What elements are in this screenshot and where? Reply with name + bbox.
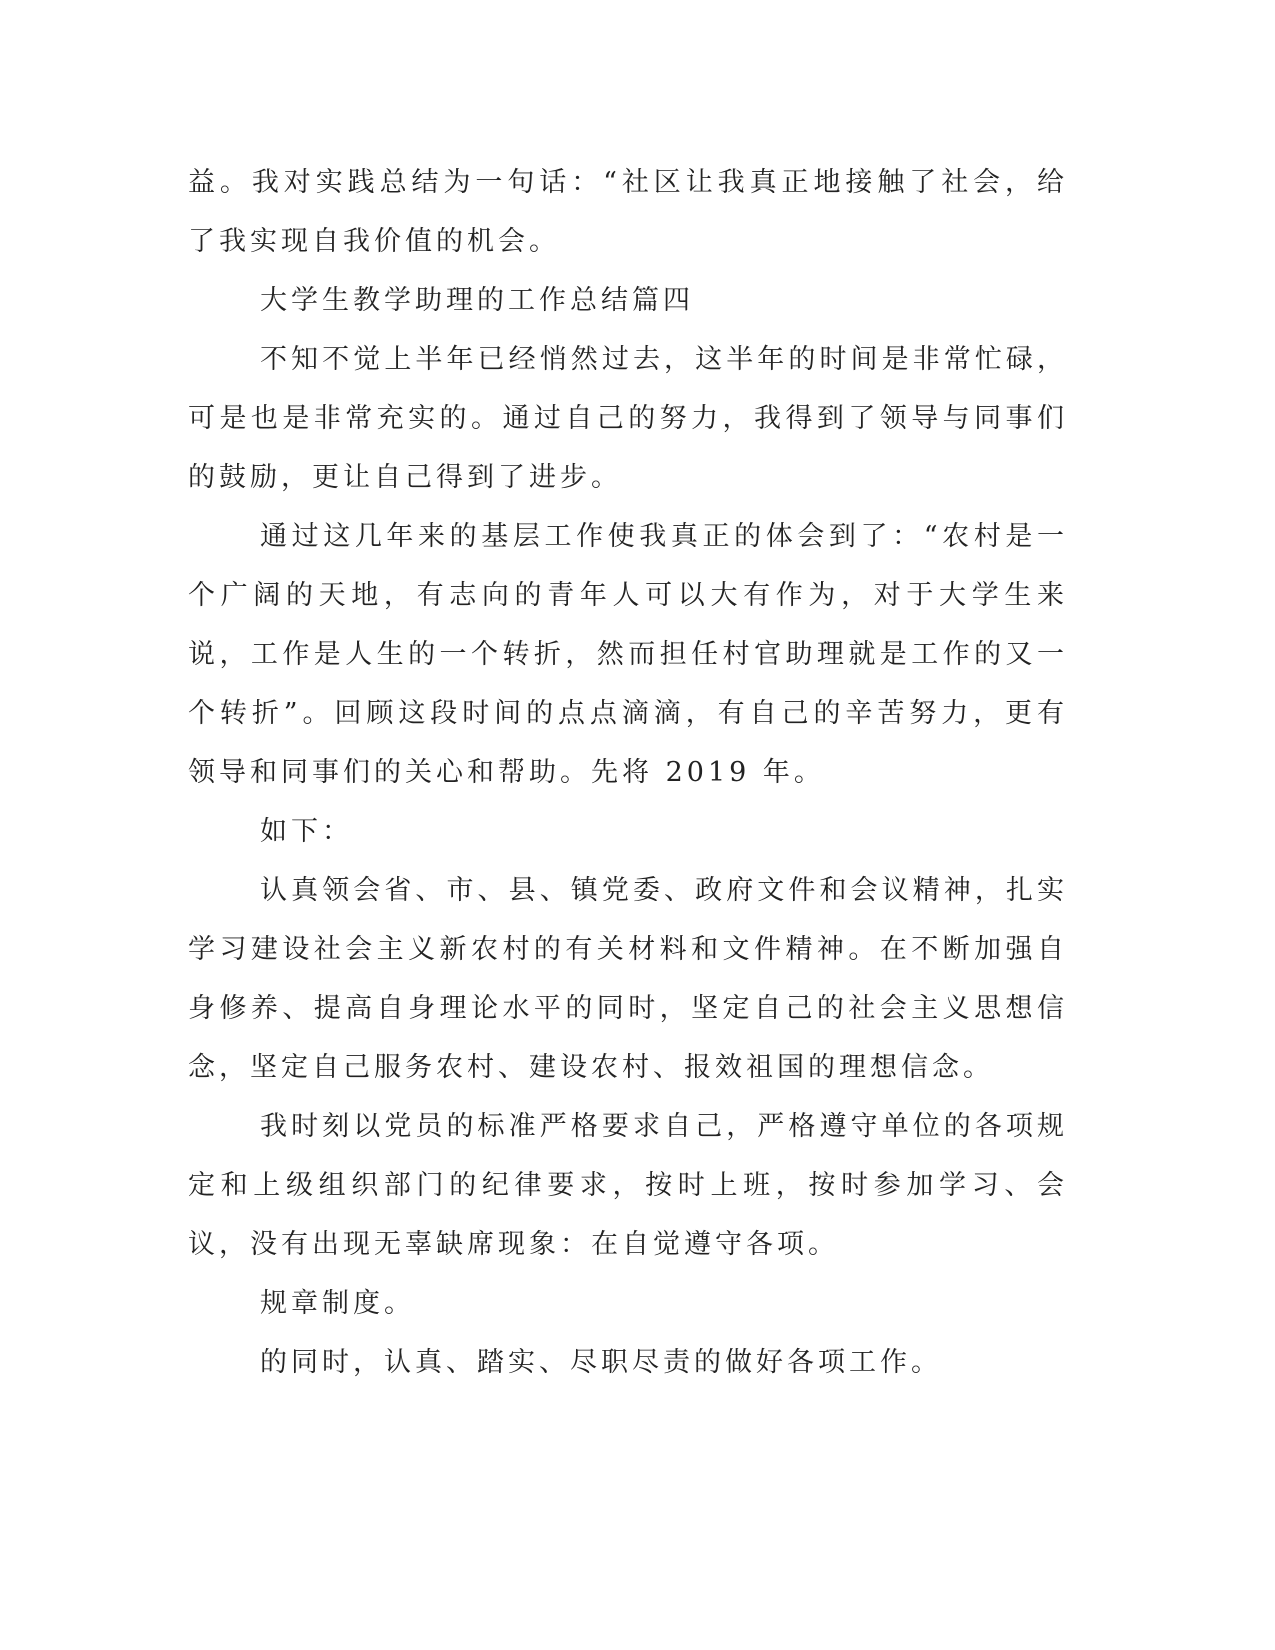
document-body: [188, 153, 1068, 1392]
paragraph-4: 通过这几年来的基层工作使我真正的体会到了：“农村是一个广阔的天地，有志向的青年人可以大有作为，对于大学生来说，工作是人生的一个转折，然而担任村官助理就是工作的又一个转折”。回顾这段时间的点点滴滴，有自己的辛苦努力，更有领导和同事们的关心和帮助。先将 2019 年。: [188, 521, 1068, 788]
paragraph-3: 不知不觉上半年已经悄然过去，这半年的时间是非常忙碌，可是也是非常充实的。通过自己的努力，我得到了领导与同事们的鼓励，更让自己得到了进步。: [188, 344, 1068, 493]
paragraph-7: 我时刻以党员的标准严格要求自己，严格遵守单位的各项规定和上级组织部门的纪律要求，按时上班，按时参加学习、会议，没有出现无辜缺席现象：在自觉遵守各项。: [188, 1111, 1068, 1260]
paragraph-5: 如下：: [260, 816, 353, 847]
paragraph-1: 益。我对实践总结为一句话：“社区让我真正地接触了社会，给了我实现自我价值的机会。: [188, 167, 1068, 257]
paragraph-8: 规章制度。: [260, 1288, 415, 1319]
paragraph-9: 的同时，认真、踏实、尽职尽责的做好各项工作。: [260, 1347, 942, 1378]
section-heading: 大学生教学助理的工作总结篇四: [260, 285, 694, 316]
paragraph-6: 认真领会省、市、县、镇党委、政府文件和会议精神，扎实学习建设社会主义新农村的有关材料和文件精神。在不断加强自身修养、提高自身理论水平的同时，坚定自己的社会主义思想信念，坚定自己服务农村、建设农村、报效祖国的理想信念。: [188, 875, 1068, 1083]
